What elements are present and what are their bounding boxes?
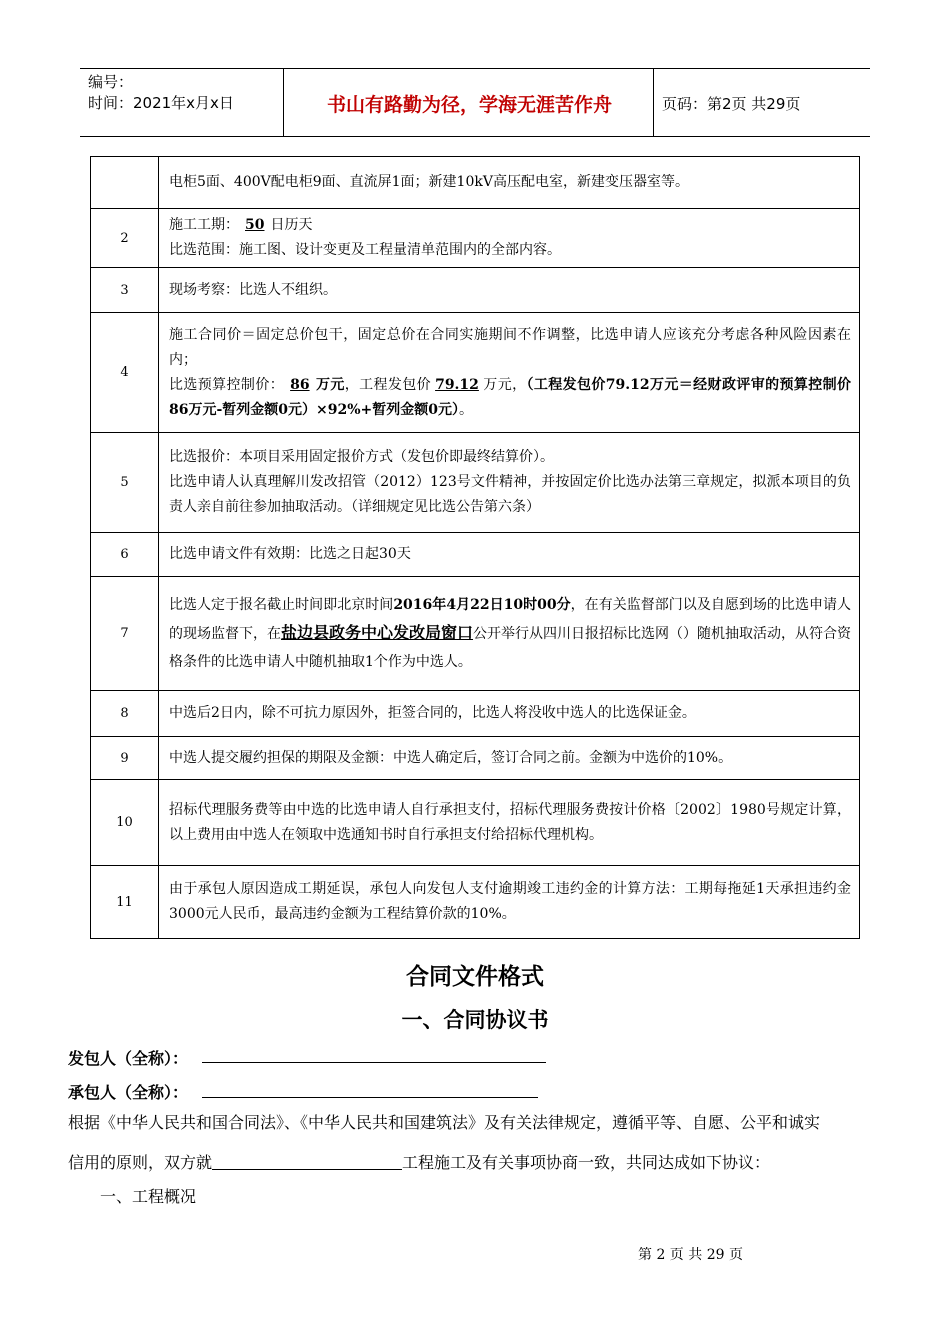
- row-number-cell: 4: [91, 313, 159, 433]
- header-divider-2: [653, 68, 654, 136]
- number-label: 编号：: [88, 73, 134, 91]
- row-number-cell: 7: [91, 577, 159, 691]
- header-meta: [88, 72, 234, 114]
- row-number-cell: [91, 157, 159, 209]
- item-heading: 一、工程概况: [100, 1187, 197, 1206]
- deadline-datetime: 2016年4月22日10时00分: [393, 597, 571, 613]
- row-text-cell: 施工合同价＝固定总价包干，固定总价在合同实施期间不作调整，比选申请人应该充分考虑各种风险因素在内； 比选预算控制价： 86 万元，工程发包价 79.12 万元，（工程发包价79.12万元＝经财政评审的预算控制价 86万元-暂列金额0元）×92%+暂列金额0元）。: [159, 313, 860, 433]
- scope-text: 比选范围：施工图、设计变更及工程量清单范围内的全部内容。: [169, 242, 561, 258]
- row-number-cell: 11: [91, 866, 159, 939]
- table-row: [91, 209, 860, 268]
- table-row: [91, 433, 860, 533]
- page-footer: 第 2 页 共 29 页: [638, 1247, 743, 1263]
- terms-table: [90, 156, 860, 939]
- row-number-cell: 3: [91, 268, 159, 313]
- header-divider-1: [283, 68, 284, 136]
- agreement-paragraph-line2: 信用的原则，双方就 工程施工及有关事项协商一致，共同达成如下协议：: [68, 1153, 771, 1172]
- draw-location: 盐边县政务中心发改局窗口: [281, 623, 474, 642]
- row-number-cell: 6: [91, 533, 159, 577]
- contract-value: 79.12: [435, 376, 479, 393]
- header-bottom-rule: [80, 136, 870, 137]
- row-number-cell: 5: [91, 433, 159, 533]
- contractor-blank: [202, 1097, 538, 1098]
- table-row: [91, 780, 860, 866]
- row-text-cell: 中选后2日内，除不可抗力原因外，拒签合同的，比选人将没收中选人的比选保证金。: [159, 691, 860, 737]
- header-top-rule: [80, 68, 870, 69]
- row-number-cell: 10: [91, 780, 159, 866]
- row-text-cell: 比选人定于报名截止时间即北京时间2016年4月22日10时00分，在有关监督部门以及自愿到场的比选申请人的现场监督下，在盐边县政务中心发改局窗口公开举行从四川日报招标比选网（）随机抽取活动，从符合资格条件的比选申请人中随机抽取1个作为中选人。: [159, 577, 860, 691]
- contractor-label: 承包人（全称）：: [68, 1083, 189, 1102]
- row-number-cell: 9: [91, 737, 159, 780]
- project-name-blank: [212, 1151, 402, 1170]
- table-row: [91, 313, 860, 433]
- row-text-cell: 电柜5面、400V配电柜9面、直流屏1面；新建10kV高压配电室，新建变压器室等。: [159, 157, 860, 209]
- row-text-cell: 招标代理服务费等由中选的比选申请人自行承担支付，招标代理服务费按计价格〔2002〕1980号规定计算，以上费用由中选人在领取中选通知书时自行承担支付给招标代理机构。: [159, 780, 860, 866]
- table-row: [91, 866, 860, 939]
- table-row: [91, 268, 860, 313]
- row-number-cell: 8: [91, 691, 159, 737]
- construction-period-value: 50: [245, 217, 265, 233]
- table-row: [91, 577, 860, 691]
- time-label: 时间：2021年x月x日: [88, 94, 234, 112]
- table-row: [91, 157, 860, 209]
- table-row: [91, 533, 860, 577]
- row-number-cell: 2: [91, 209, 159, 268]
- row-text-cell: 比选申请文件有效期：比选之日起30天: [159, 533, 860, 577]
- employer-label: 发包人（全称）：: [68, 1049, 189, 1068]
- header-motto: 书山有路勤为径，学海无涯苦作舟: [326, 93, 612, 116]
- section-title: 合同文件格式: [406, 964, 544, 990]
- row-text-cell: 施工工期： 50 日历天 比选范围：施工图、设计变更及工程量清单范围内的全部内容。: [159, 209, 860, 268]
- row-text-cell: 由于承包人原因造成工期延误，承包人向发包人支付逾期竣工违约金的计算方法：工期每拖延1天承担违约金3000元人民币，最高违约金额为工程结算价款的10%。: [159, 866, 860, 939]
- employer-blank: [202, 1062, 546, 1063]
- table-row: [91, 691, 860, 737]
- row-text-cell: 比选报价：本项目采用固定报价方式（发包价即最终结算价）。 比选申请人认真理解川发改招管（2012）123号文件精神，并按固定价比选办法第三章规定，拟派本项目的负责人亲自前往参加抽取活动。（详细规定见比选公告第六条）: [159, 433, 860, 533]
- row-text-cell: 中选人提交履约担保的期限及金额：中选人确定后，签订合同之前。金额为中选价的10%。: [159, 737, 860, 780]
- budget-value: 86: [290, 376, 310, 393]
- table-row: [91, 737, 860, 780]
- row-text-cell: 现场考察：比选人不组织。: [159, 268, 860, 313]
- header-page-info: 页码：第2页 共29页: [662, 94, 801, 113]
- section-subtitle: 一、合同协议书: [401, 1008, 549, 1032]
- price-formula: （工程发包价79.12万元＝经财政评审的预算控制价 86万元-暂列金额0元）×92%+暂列金额0元）: [169, 376, 852, 418]
- agreement-paragraph-line1: 根据《中华人民共和国合同法》、《中华人民共和国建筑法》及有关法律规定，遵循平等、自愿、公平和诚实: [68, 1113, 821, 1132]
